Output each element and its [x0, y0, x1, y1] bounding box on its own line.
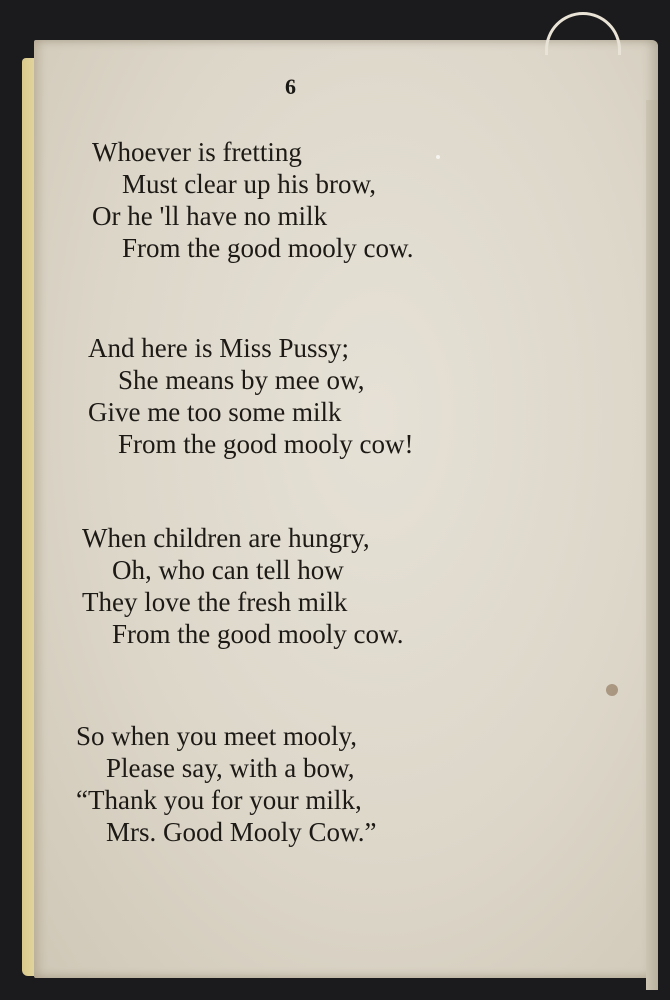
poem-line: From the good mooly cow. — [122, 233, 414, 263]
poem-line: Or he 'll have no milk — [92, 201, 328, 231]
page-number: 6 — [285, 74, 296, 99]
poem-line: Please say, with a bow, — [106, 753, 355, 783]
paper-speck — [436, 155, 440, 159]
poem-line: When children are hungry, — [82, 523, 370, 553]
poem-line: From the good mooly cow! — [118, 429, 414, 459]
poem-line: Oh, who can tell how — [112, 555, 344, 585]
stanza-2 — [88, 332, 413, 460]
poem-line: Must clear up his brow, — [122, 169, 376, 199]
stanza-3 — [82, 522, 403, 650]
poem-line: “Thank you for your milk, — [76, 785, 362, 815]
poem-line: And here is Miss Pussy; — [88, 333, 350, 363]
stanza-1 — [92, 136, 413, 264]
stanza-4 — [76, 720, 377, 848]
poem-line: She means by mee ow, — [118, 365, 365, 395]
poem-line: They love the fresh milk — [82, 587, 348, 617]
paper-stain — [606, 684, 618, 696]
page-right-edge — [646, 100, 658, 990]
poem-line: Whoever is fretting — [92, 137, 302, 167]
poem-line: From the good mooly cow. — [112, 619, 404, 649]
poem-line: Mrs. Good Mooly Cow.” — [106, 817, 377, 847]
binding-thread — [545, 12, 621, 55]
poem-line: Give me too some milk — [88, 397, 342, 427]
poem-line: So when you meet mooly, — [76, 721, 357, 751]
